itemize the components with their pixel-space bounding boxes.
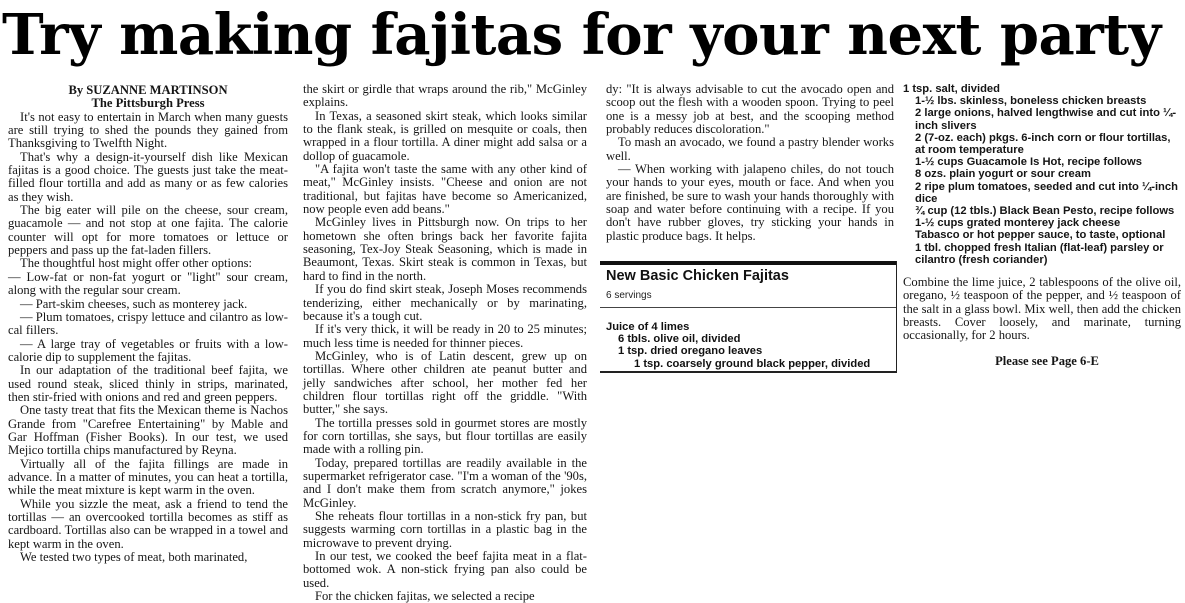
ingredient-line: 1 tsp. dried oregano leaves bbox=[618, 345, 763, 358]
paragraph: If you do find skirt steak, Joseph Moses recommends tenderizing, either mechanically or by marinating, because it's a tough cut. bbox=[303, 282, 587, 323]
paragraph: We tested two types of meat, both marinated, bbox=[20, 550, 248, 565]
paragraph: It's not easy to entertain in March when many guests are still trying to shed the pounds they gained from Thanksgiving to Twelfth Night. bbox=[8, 109, 288, 151]
byline-author: By SUZANNE MARTINSON bbox=[68, 83, 228, 97]
ingredient-line: 6 tbls. olive oil, divided bbox=[618, 333, 741, 346]
recipe-box-right-rule bbox=[896, 261, 897, 373]
ingredient-line: 1-½ cups Guacamole Is Hot, recipe follows bbox=[915, 156, 1142, 169]
paragraph: To mash an avocado, we found a pastry blender works well. bbox=[606, 135, 894, 163]
recipe-box-top-rule bbox=[600, 261, 896, 265]
recipe-servings: 6 servings bbox=[606, 290, 652, 301]
ingredient-line: 1 tbl. chopped fresh Italian (flat-leaf) parsley or cilantro (fresh coriander) bbox=[915, 241, 1164, 266]
paragraph: "A fajita won't taste the same with any other kind of meat," McGinley insists. "Cheese and onion are not traditional, but fajitas have become so Americanized, now people even add beans." bbox=[303, 162, 587, 217]
recipe-ingredients-part-2 bbox=[903, 83, 1181, 266]
paragraph: For the chicken fajitas, we selected a recipe bbox=[315, 589, 535, 603]
recipe-ingredients-part-1 bbox=[606, 321, 894, 370]
paragraph: One tasty treat that fits the Mexican theme is Nachos Grande from "Carefree Entertaining" by Mable and Gar Hoffman (Fisher Books). In our test, we used Mejico tortilla chips manufactured by Reyna. bbox=[8, 403, 288, 458]
paragraph: In our adaptation of the traditional beef fajita, we used round steak, sliced thinly in strips, marinated, then stir-fried with onions and red and green peppers. bbox=[8, 363, 288, 404]
list-item: — Low-fat or non-fat yogurt or "light" sour cream, along with the regular sour cream. bbox=[8, 269, 288, 298]
recipe-directions: Combine the lime juice, 2 tablespoons of the olive oil, oregano, ½ teaspoon of the pepper, and ½ teaspoon of the salt in a glass bowl. Mix well, then add the chicken breasts. Cover loosely, and marinate, turning occasionally, for 2 hours. bbox=[903, 275, 1181, 343]
headline: Try making fajitas for your next party bbox=[2, 2, 1161, 68]
paragraph: While you sizzle the meat, ask a friend to tend the tortillas — an overcooked tortilla becomes as stiff as cardboard. Tortillas also can be wrapped in a towel and kept warm in the oven. bbox=[8, 496, 288, 551]
recipe-title: New Basic Chicken Fajitas bbox=[606, 268, 789, 284]
article-column-2 bbox=[303, 82, 587, 603]
ingredient-line: Tabasco or hot pepper sauce, to taste, optional bbox=[915, 229, 1166, 242]
ingredient-line: 1 tsp. coarsely ground black pepper, divided bbox=[634, 357, 871, 370]
article-column-1 bbox=[8, 84, 288, 575]
ingredient-line: Juice of 4 limes bbox=[606, 321, 690, 333]
list-item: — A large tray of vegetables or fruits with a low-calorie dip to supplement the fajitas. bbox=[8, 336, 288, 364]
paragraph: dy: "It is always advisable to cut the avocado open and scoop out the flesh with a wooden spoon. Trying to peel one is a messy job at best, and the scooping method probably reduces discoloration." bbox=[606, 82, 894, 137]
ingredient-line: 2 (7-oz. each) pkgs. 6-inch corn or flour tortillas, at room temperature bbox=[915, 131, 1171, 157]
ingredient-line: 2 large onions, halved lengthwise and cut into ¼-inch slivers bbox=[915, 107, 1177, 132]
byline-publication: The Pittsburgh Press bbox=[91, 96, 205, 111]
ingredient-line: 2 ripe plum tomatoes, seeded and cut into ¼-inch dice bbox=[915, 180, 1178, 205]
ingredient-line: 1 tsp. salt, divided bbox=[903, 83, 1000, 95]
paragraph: the skirt or girdle that wraps around the rib," McGinley explains. bbox=[303, 82, 587, 110]
ingredient-line: 8 ozs. plain yogurt or sour cream bbox=[915, 168, 1091, 181]
recipe-column bbox=[903, 83, 1181, 574]
paragraph: She reheats flour tortillas in a non-stick fry pan, but suggests warming corn tortillas in a plastic bag in the microwave to prevent drying. bbox=[303, 509, 587, 550]
list-item: — Part-skim cheeses, such as monterey jack. bbox=[20, 296, 248, 311]
paragraph: That's why a design-it-yourself dish like Mexican fajitas is a good choice. The guests just take the meat-filled flour tortilla and add as many or as few calories as they wish. bbox=[8, 149, 288, 204]
paragraph: In Texas, a seasoned skirt steak, which looks similar to the flank steak, is grilled on mesquite or coals, then wrapped in a flour tortilla. A diner might add salsa or a dollop of guacamole. bbox=[303, 108, 587, 163]
paragraph: McGinley, who is of Latin descent, grew up on tortillas. Where other children ate peanut butter and jelly sandwiches after school, her mother fed her children flour tortillas right off the griddle. "With butter," she says. bbox=[303, 348, 587, 417]
list-item: — Plum tomatoes, crispy lettuce and cilantro as low-cal fillers. bbox=[8, 309, 288, 338]
paragraph: The thoughtful host might offer other options: bbox=[20, 256, 253, 271]
ingredient-line: 1-½ cups grated monterey jack cheese bbox=[915, 217, 1121, 230]
paragraph: Virtually all of the fajita fillings are made in advance. In a matter of minutes, you can heat a tortilla, while the meat mixture is kept warm in the oven. bbox=[8, 456, 288, 498]
paragraph: The tortilla presses sold in gourmet stores are mostly for corn tortillas, she says, but flour tortillas are easily made with a rolling pin. bbox=[303, 415, 587, 457]
paragraph: In our test, we cooked the beef fajita meat in a flat-bottomed wok. A non-stick frying pan also could be used. bbox=[303, 549, 587, 590]
paragraph: The big eater will pile on the cheese, sour cream, guacamole — and not stop at one fajita. The calorie counter will opt for more tomatoes or lettuce or peppers and pass up the fat-laden fillers. bbox=[8, 203, 288, 258]
continued-jump: Please see Page 6-E bbox=[995, 353, 1099, 368]
ingredient-line: ¾ cup (12 tbls.) Black Bean Pesto, recipe follows bbox=[915, 205, 1175, 218]
paragraph: McGinley lives in Pittsburgh now. On trips to her hometown she often brings back her favorite fajita seasoning, Tex-Joy Steak Seasoning, which is made in Beaumont, Texas. Skirt steak is common in Texas, but hard to find in the north. bbox=[303, 215, 587, 283]
paragraph: Today, prepared tortillas are readily available in the supermarket refrigerator case. "I'm a woman of the '90s, and I don't make them from scratch anymore," jokes McGinley. bbox=[303, 455, 587, 510]
ingredient-line: 1-½ lbs. skinless, boneless chicken breasts bbox=[915, 95, 1147, 108]
paragraph: If it's very thick, it will be ready in 20 to 25 minutes; much less time is needed for thinner pieces. bbox=[303, 322, 587, 350]
recipe-divider bbox=[600, 307, 896, 308]
paragraph: — When working with jalapeno chiles, do not touch your hands to your eyes, mouth or face. And when you are finished, be sure to wash your hands thoroughly with soap and water before continuing with a recipe. If you don't have rubber gloves, try sticking your hands in plastic produce bags. It helps. bbox=[606, 162, 894, 243]
recipe-box-bottom-rule bbox=[600, 371, 896, 373]
